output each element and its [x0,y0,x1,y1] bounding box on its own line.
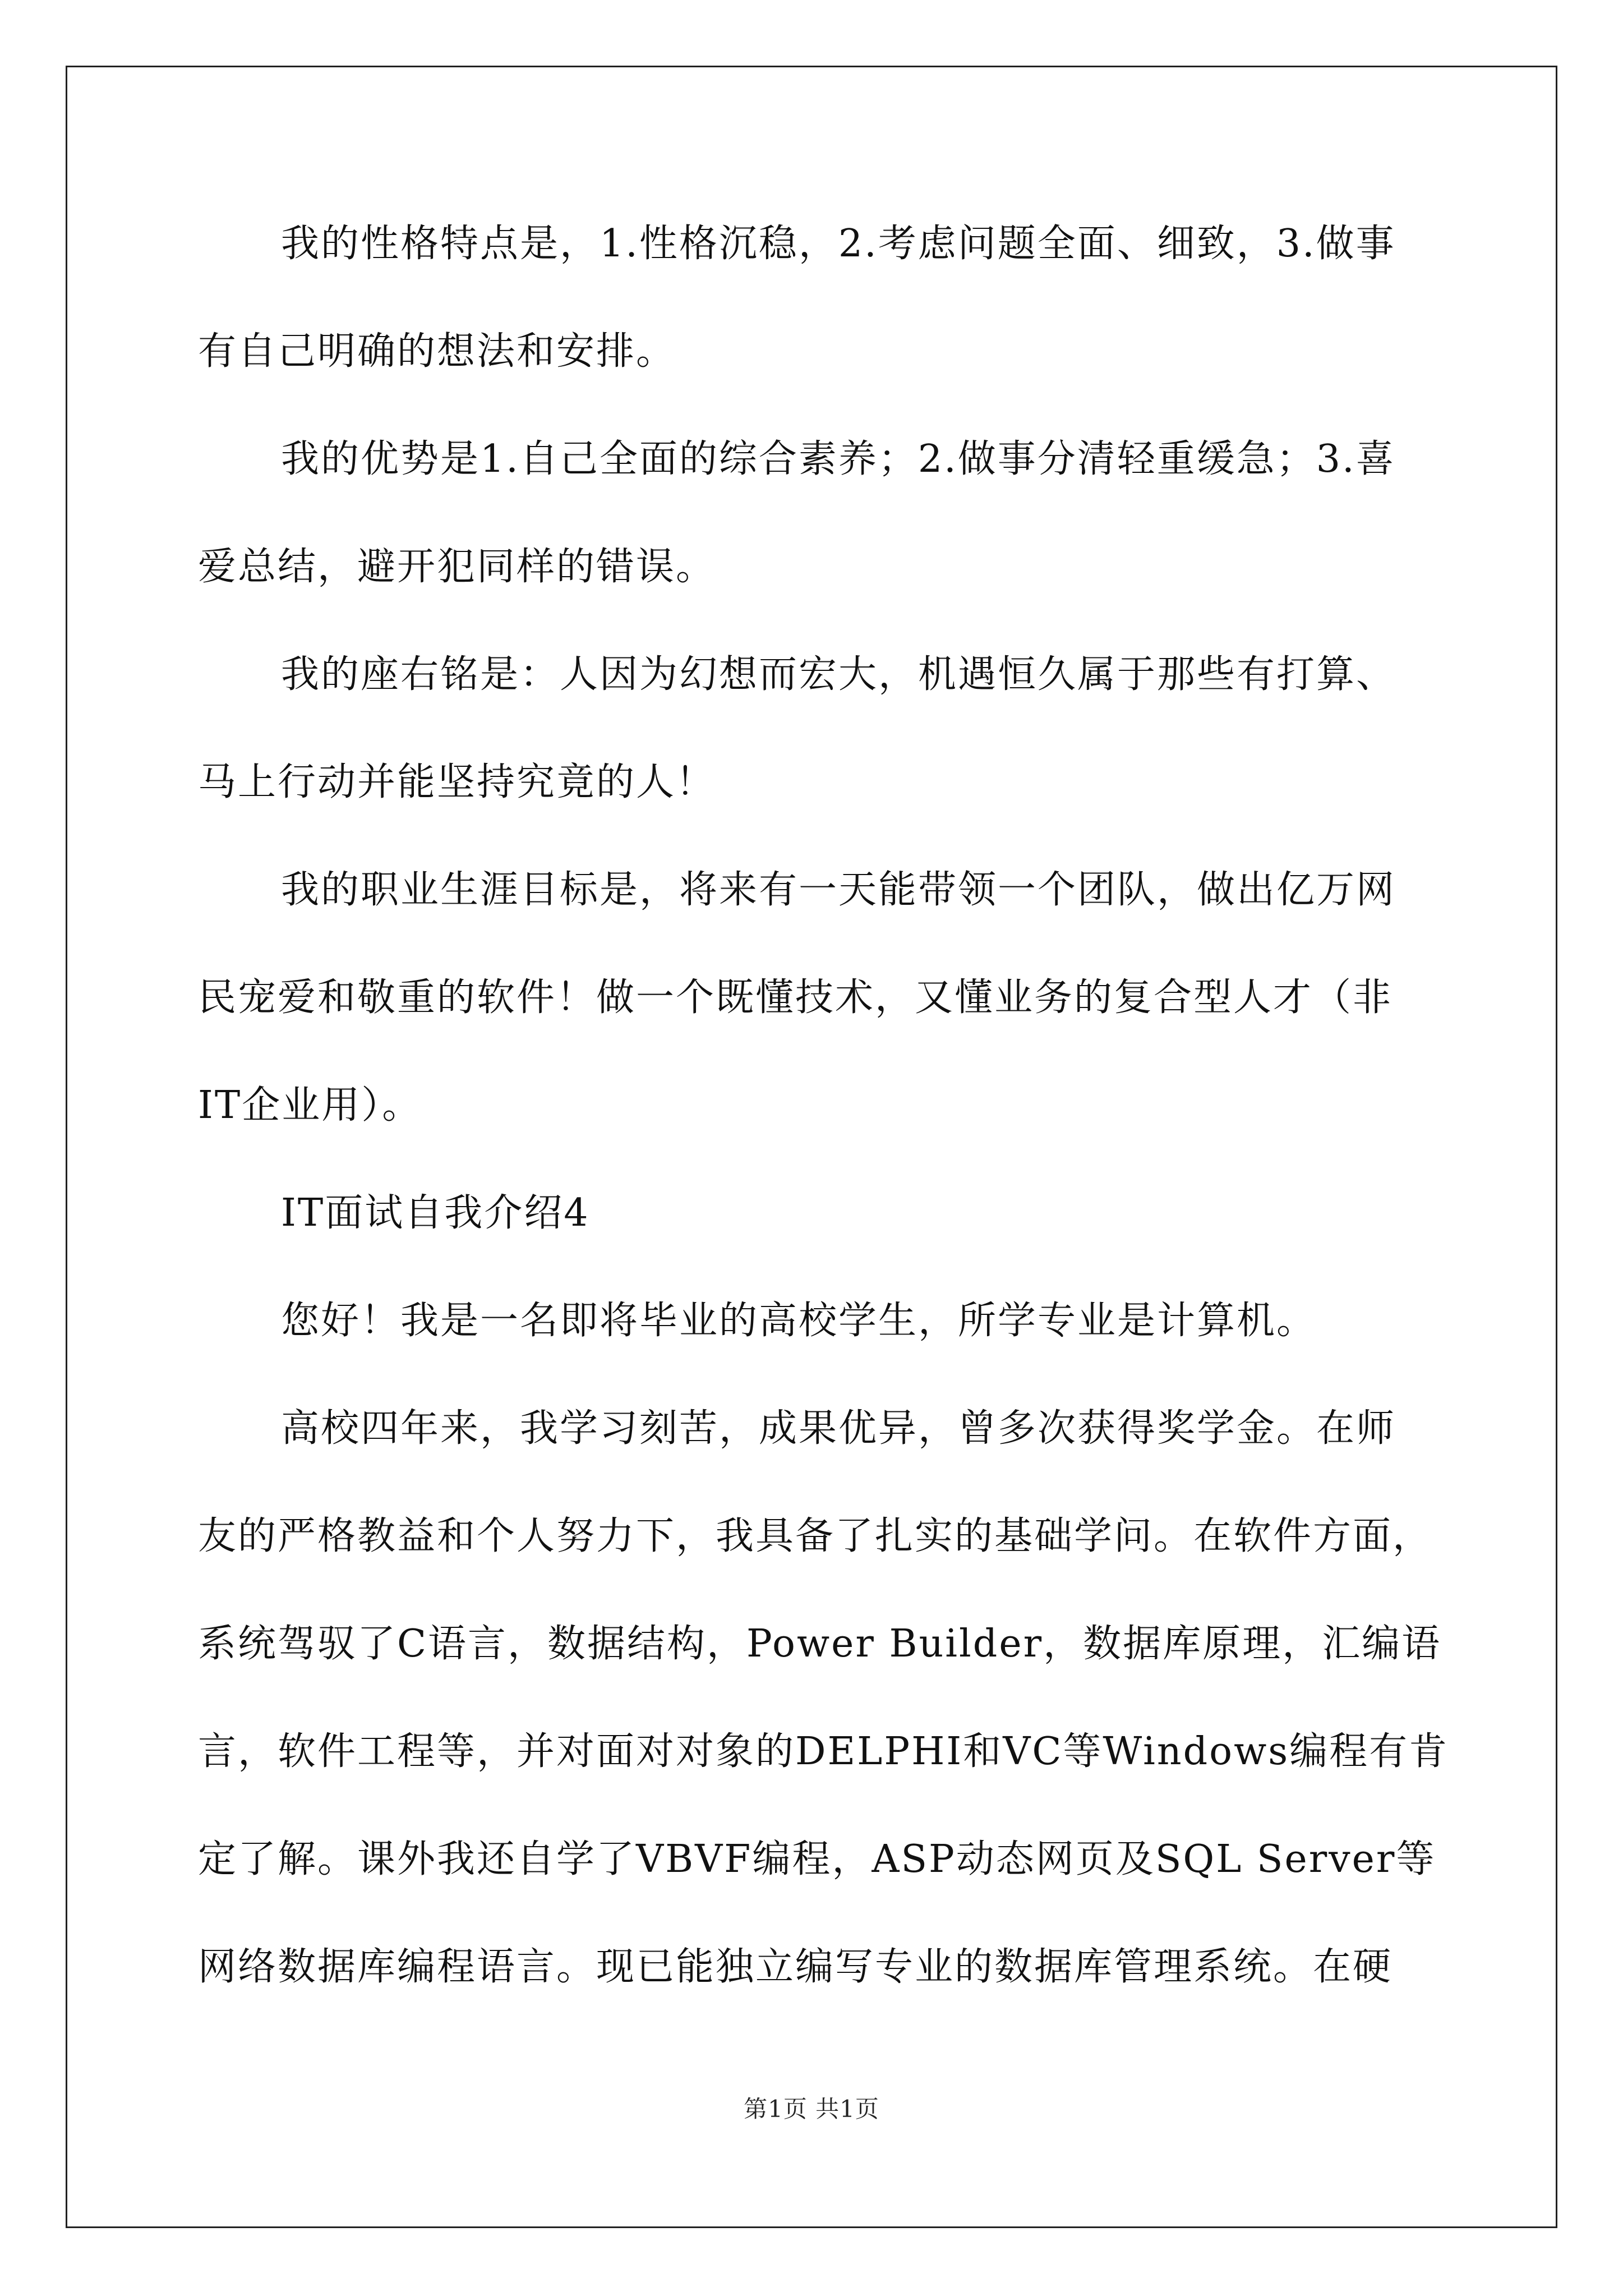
paragraph-line: 网络数据库编程语言。现已能独立编写专业的数据库管理系统。在硬 [198,1945,1393,1989]
paragraph-line: 民宠爱和敬重的软件！做一个既懂技术，又懂业务的复合型人才（非 [198,976,1393,1020]
page-footer: 第1页 共1页 [744,2095,879,2123]
paragraph-line: 我的座右铭是：人因为幻想而宏大，机遇恒久属于那些有打算、 [281,652,1396,697]
section-heading: IT面试自我介绍4 [281,1191,590,1235]
paragraph-line: 我的职业生涯目标是，将来有一天能带领一个团队，做出亿万网 [281,868,1396,912]
page-border [66,66,1557,2228]
paragraph-line: 高校四年来，我学习刻苦，成果优异，曾多次获得奖学金。在师 [281,1406,1396,1451]
paragraph-line: 定了解。课外我还自学了VBVF编程，ASP动态网页及SQL Server等 [198,1837,1436,1881]
paragraph-line: 爱总结，避开犯同样的错误。 [198,545,716,589]
paragraph-line: 马上行动并能坚持究竟的人！ [198,760,716,804]
paragraph-line: IT企业用）。 [198,1083,422,1128]
paragraph-line: 言，软件工程等，并对面对对象的DELPHI和VC等Windows编程有肯 [198,1729,1449,1774]
paragraph-line: 我的性格特点是，1.性格沉稳，2.考虑问题全面、细致，3.做事 [281,222,1396,266]
paragraph-line: 友的严格教益和个人努力下，我具备了扎实的基础学问。在软件方面， [198,1514,1433,1558]
paragraph-line: 有自己明确的想法和安排。 [198,329,676,374]
paragraph-line: 系统驾驭了C语言，数据结构，Power Builder，数据库原理，汇编语 [198,1622,1442,1666]
paragraph-line: 您好！我是一名即将毕业的高校学生，所学专业是计算机。 [281,1299,1317,1343]
paragraph-line: 我的优势是1.自己全面的综合素养；2.做事分清轻重缓急；3.喜 [281,437,1396,481]
